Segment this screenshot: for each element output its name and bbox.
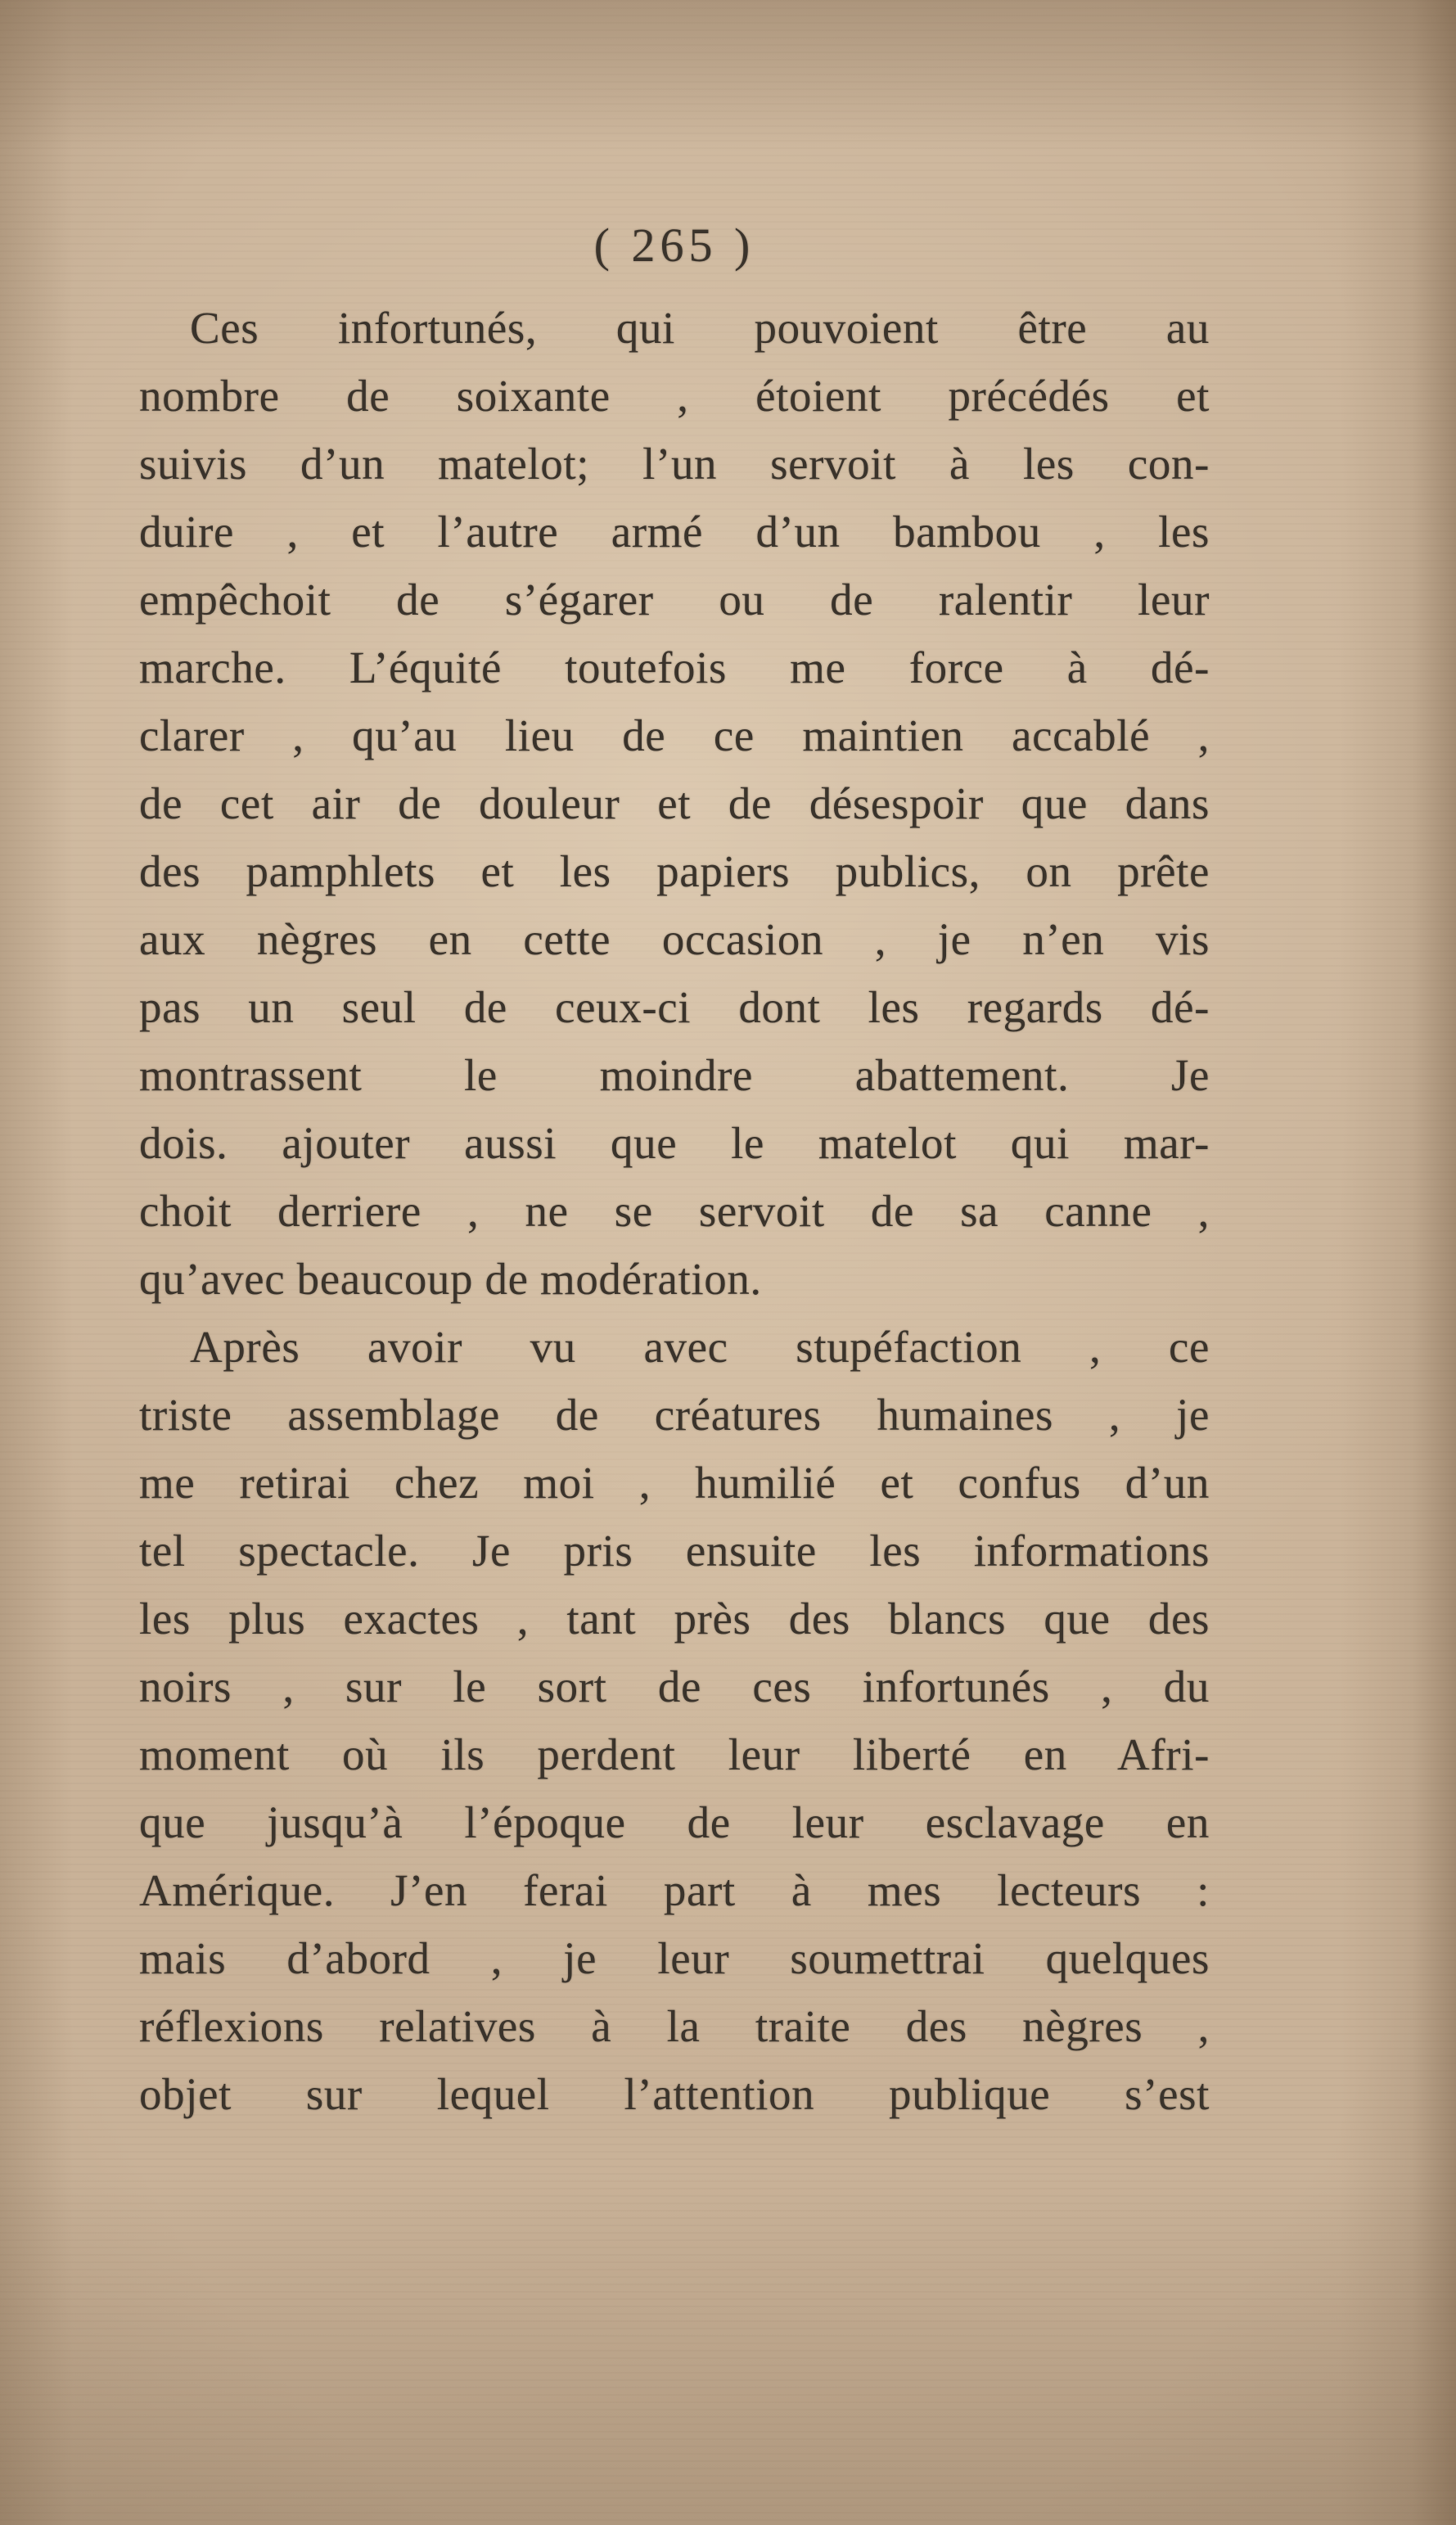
- text-line: aux nègres en cette occasion , je n’en vis: [139, 914, 1210, 964]
- text-line: duire , et l’autre armé d’un bambou , les: [139, 507, 1210, 557]
- text-line: de cet air de douleur et de désespoir que dans: [139, 778, 1210, 828]
- text-block: [139, 218, 1210, 2128]
- text-line: montrassent le moindre abattement. Je: [139, 1050, 1210, 1100]
- text-line: qu’avec beaucoup de modération.: [139, 1254, 762, 1304]
- text-line: tel spectacle. Je pris ensuite les informations: [139, 1526, 1210, 1576]
- text-line: que jusqu’à l’époque de leur esclavage en: [139, 1797, 1210, 1847]
- text-line: marche. L’équité toutefois me force à dé-: [139, 643, 1210, 692]
- text-line: mais d’abord , je leur soumettrai quelques: [139, 1933, 1210, 1983]
- text-line: Ces infortunés, qui pouvoient être au: [190, 303, 1210, 353]
- page-number: ( 265 ): [593, 219, 755, 272]
- text-line: des pamphlets et les papiers publics, on prête: [139, 846, 1210, 896]
- text-line: nombre de soixante , étoient précédés et: [139, 371, 1210, 421]
- text-line: pas un seul de ceux-ci dont les regards dé-: [139, 982, 1210, 1032]
- text-line: suivis d’un matelot; l’un servoit à les con-: [139, 439, 1210, 489]
- text-line: Après avoir vu avec stupéfaction , ce: [190, 1322, 1210, 1372]
- text-line: me retirai chez moi , humilié et confus d’un: [139, 1458, 1210, 1508]
- text-line: les plus exactes , tant près des blancs que des: [139, 1594, 1210, 1644]
- text-line: clarer , qu’au lieu de ce maintien accablé ,: [139, 710, 1210, 760]
- text-line: choit derriere , ne se servoit de sa canne ,: [139, 1186, 1210, 1236]
- text-line: triste assemblage de créatures humaines , je: [139, 1390, 1210, 1440]
- text-line: objet sur lequel l’attention publique s’est: [139, 2069, 1210, 2119]
- text-line: moment où ils perdent leur liberté en Afri-: [139, 1729, 1210, 1779]
- text-line: Amérique. J’en ferai part à mes lecteurs :: [139, 1865, 1210, 1915]
- paragraph: [139, 294, 1210, 1313]
- text-line: noirs , sur le sort de ces infortunés , du: [139, 1662, 1210, 1711]
- text-line: réflexions relatives à la traite des nègres ,: [139, 2001, 1210, 2051]
- paragraph: [139, 1313, 1210, 2128]
- text-line: dois. ajouter aussi que le matelot qui mar-: [139, 1118, 1210, 1168]
- text-line: empêchoit de s’égarer ou de ralentir leur: [139, 575, 1210, 624]
